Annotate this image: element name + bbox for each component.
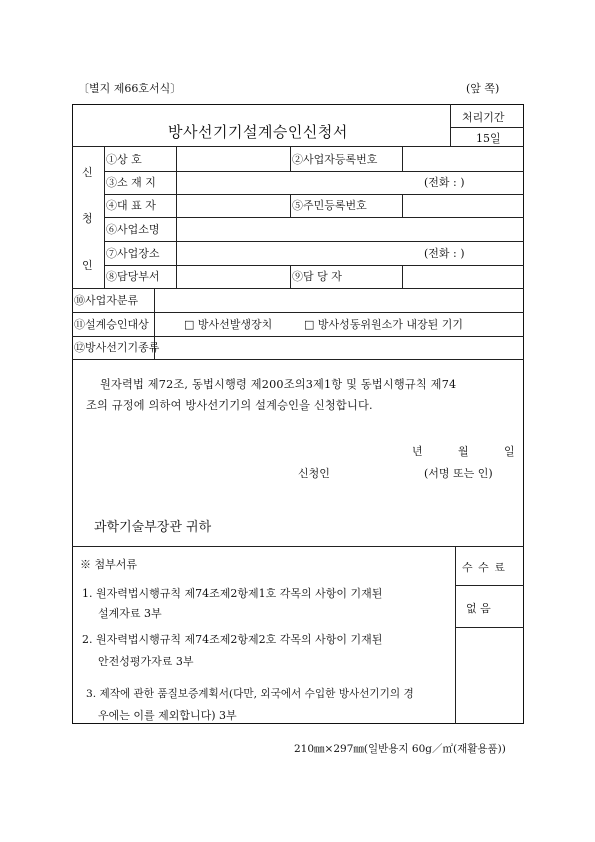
- label-approval-target: ⑪설계승인대상: [74, 318, 149, 331]
- office-name-field[interactable]: [178, 219, 522, 239]
- attachments-heading: ※ 첨부서류: [80, 558, 138, 571]
- processing-period-label: 처리기간: [462, 111, 505, 124]
- paper-spec-footer: 210㎜×297㎜(일반용지 60g／㎡(재활용품)): [294, 743, 506, 755]
- fee-label: 수 수 료: [462, 561, 506, 574]
- label-department: ⑧담당부서: [106, 270, 160, 283]
- label-workplace: ⑦사업장소: [106, 247, 160, 260]
- resident-reg-no-field[interactable]: [404, 196, 522, 215]
- processing-period-value: 15일: [476, 132, 501, 145]
- statement-text: [86, 374, 512, 417]
- business-type-field[interactable]: [156, 290, 522, 310]
- attachment-2-line-2: 안전성평가자료 3부: [98, 655, 194, 668]
- statement-line-1: 원자력법 제72조, 동법시행령 제200조의3제1항 및 동법시행규칙 제74: [100, 378, 457, 391]
- label-representative: ④대 표 자: [106, 199, 156, 212]
- label-business-type: ⑩사업자분류: [74, 294, 139, 307]
- representative-field[interactable]: [178, 196, 288, 215]
- company-name-field[interactable]: [178, 148, 288, 169]
- department-field[interactable]: [178, 267, 288, 286]
- statement-line-2: 조의 규정에 의하여 방사선기기의 설계승인을 신청합니다.: [86, 399, 373, 413]
- page-side-label: (앞 쪽): [466, 82, 500, 95]
- address-phone: (전화 : ): [424, 176, 465, 189]
- attachment-2-line-1: 2. 원자력법시행규칙 제74조제2항제2호 각목의 사항이 기재된: [82, 633, 383, 646]
- fee-value: 없 음: [466, 602, 491, 615]
- form-number: 〔별지 제66호서식〕: [78, 82, 182, 95]
- label-company-name: ①상 호: [106, 153, 142, 166]
- label-business-reg-no: ②사업자등록번호: [292, 153, 378, 166]
- applicant-group-char-1: 신: [82, 166, 93, 179]
- label-office-name: ⑥사업소명: [106, 223, 160, 236]
- business-reg-no-field[interactable]: [404, 148, 522, 169]
- attachment-1-line-2: 설계자료 3부: [98, 607, 162, 620]
- applicant-sign-note: (서명 또는 인): [424, 467, 493, 480]
- applicant-group-char-2: 청: [82, 212, 93, 225]
- attachment-1-line-1: 1. 원자력법시행규칙 제74조제2항제1호 각목의 사항이 기재된: [82, 587, 383, 600]
- label-device-type: ⑫방사선기기종류: [74, 341, 160, 354]
- label-contact-person: ⑨담 당 자: [292, 270, 342, 283]
- device-type-field[interactable]: [156, 338, 522, 357]
- workplace-phone: (전화 : ): [424, 247, 465, 260]
- recipient: 과학기술부장관 귀하: [94, 520, 212, 535]
- date-month: 월: [458, 445, 469, 458]
- applicant-group-char-3: 인: [82, 259, 93, 272]
- date-day: 일: [504, 445, 515, 458]
- workplace-field[interactable]: [178, 243, 418, 263]
- contact-person-field[interactable]: [404, 267, 522, 286]
- address-field[interactable]: [178, 173, 418, 192]
- form-title: 방사선기기설계승인신청서: [168, 123, 348, 141]
- attachment-3-line-2: 우에는 이를 제외합니다) 3부: [98, 709, 237, 722]
- date-year: 년: [412, 445, 423, 458]
- attachment-3-line-1: 3. 제작에 관한 품질보증계획서(다만, 외국에서 수입한 방사선기기의 경: [86, 688, 414, 700]
- checkbox-radiation-generator[interactable]: □ 방사선발생장치: [184, 318, 273, 331]
- applicant-sign-label: 신청인: [298, 467, 330, 480]
- label-resident-reg-no: ⑤주민등록번호: [292, 199, 367, 212]
- label-address: ③소 재 지: [106, 176, 156, 189]
- checkbox-isotope-device[interactable]: □ 방사성동위원소가 내장된 기기: [304, 318, 464, 331]
